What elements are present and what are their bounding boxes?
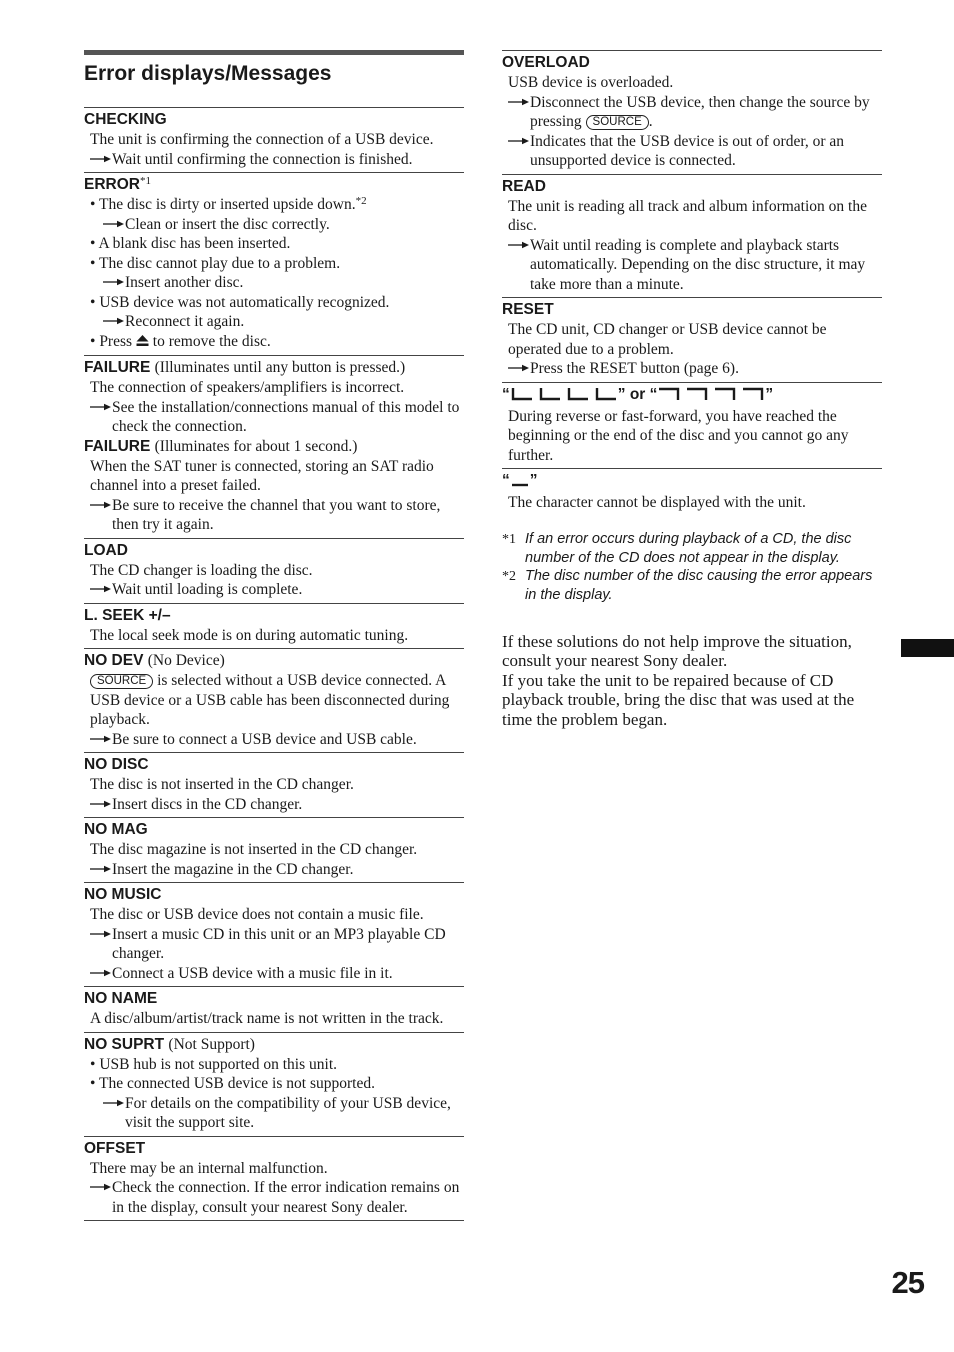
entry-heading: NO DEV (No Device) — [84, 652, 225, 669]
arrow-right-icon — [103, 312, 125, 332]
entry-heading: LOAD — [84, 541, 128, 559]
entry-remedy: Connect a USB device with a music file in it. — [84, 964, 464, 984]
entry-description: The disc magazine is not inserted in the CD changer. — [90, 841, 418, 858]
section-thumb-tab — [901, 639, 954, 657]
upper-segments-icon — [657, 387, 765, 407]
entry-remedy: Wait until reading is complete and playback starts automatically. Depending on the disc structure, it may take more than a minute. — [502, 236, 882, 295]
entry-remedy: Be sure to connect a USB device and USB cable. — [84, 730, 464, 750]
footnotes — [502, 530, 882, 604]
entry-remedy: Wait until loading is complete. — [84, 580, 464, 600]
entry-description: The disc is not inserted in the CD changer. — [90, 776, 354, 793]
arrow-right-icon — [103, 273, 125, 293]
arrow-right-icon — [90, 925, 112, 945]
entry-remedy: Insert discs in the CD changer. — [84, 795, 464, 815]
lower-segments-icon — [510, 387, 618, 407]
entry-checking — [84, 107, 464, 172]
entry-heading: FAILURE (Illuminates for about 1 second.) — [84, 437, 358, 455]
entry-description: USB device is overloaded. — [508, 74, 674, 91]
underscore-segment-icon — [510, 473, 530, 493]
entry-description: SOURCE is selected without a USB device connected. A USB device or a USB cable has been disconnected during playback. — [90, 672, 450, 728]
entry-no-mag — [84, 817, 464, 882]
entry-remedy: Disconnect the USB device, then change the source by pressing SOURCE . — [502, 93, 882, 132]
eject-icon — [136, 333, 149, 353]
entry-heading: L. SEEK +/– — [84, 606, 171, 624]
entry-overload — [502, 50, 882, 174]
entry-heading: OVERLOAD — [502, 54, 590, 71]
entry-l-seek — [84, 603, 464, 649]
arrow-right-icon — [90, 1178, 112, 1198]
entry-remedy: Check the connection. If the error indication remains on in the display, consult your nearest Sony dealer. — [84, 1178, 464, 1217]
arrow-right-icon — [90, 964, 112, 984]
entry-heading: FAILURE (Illuminates until any button is pressed.) — [84, 359, 406, 376]
closing-paragraph: If you take the unit to be repaired because of CD playback trouble, bring the disc that was used at the time the problem began. — [502, 670, 855, 729]
arrow-right-icon — [90, 398, 112, 418]
entry-segment-indicators — [502, 382, 882, 469]
entry-description: The CD changer is loading the disc. — [90, 561, 313, 579]
entry-bullet: • The connected USB device is not supported. — [90, 1075, 375, 1092]
entry-remedy: Wait until confirming the connection is finished. — [84, 150, 464, 170]
entry-no-disc — [84, 752, 464, 817]
arrow-right-icon — [508, 93, 530, 113]
entry-description: The disc or USB device does not contain a music file. — [90, 906, 424, 923]
entry-description: The unit is confirming the connection of a USB device. — [90, 131, 434, 148]
entry-remedy: Reconnect it again. — [84, 312, 464, 332]
entry-bullet: • USB device was not automatically recognized. — [90, 293, 390, 311]
entry-bullet: • The disc cannot play due to a problem. — [90, 254, 341, 272]
entry-heading: OFFSET — [84, 1139, 146, 1157]
arrow-right-icon — [103, 215, 125, 235]
arrow-right-icon — [90, 496, 112, 516]
arrow-right-icon — [508, 359, 530, 379]
entry-heading: READ — [502, 177, 546, 195]
entry-description: The character cannot be displayed with the unit. — [508, 494, 806, 511]
entry-heading: “ ” or “ ” — [502, 385, 882, 407]
footnote: *2 The disc number of the disc causing the error appears in the display. — [502, 567, 873, 603]
entry-remedy: Insert another disc. — [84, 273, 464, 293]
arrow-right-icon — [90, 580, 112, 600]
entry-heading: ERROR$^{*1}$ — [84, 175, 151, 193]
entry-no-suprt — [84, 1032, 464, 1136]
entry-description: There may be an internal malfunction. — [90, 1159, 328, 1177]
entry-bullet: • A blank disc has been inserted. — [90, 235, 291, 252]
entry-description: The CD unit, CD changer or USB device cannot be operated due to a problem. — [508, 321, 827, 358]
entry-heading: NO MUSIC — [84, 886, 162, 903]
entry-remedy: Insert a music CD in this unit or an MP3 playable CD changer. — [84, 925, 464, 964]
title-rule — [84, 50, 464, 55]
entry-remedy: Insert the magazine in the CD changer. — [84, 860, 464, 880]
closing-paragraph: If these solutions do not help improve the situation, consult your nearest Sony dealer. — [502, 631, 852, 670]
entry-no-name — [84, 986, 464, 1032]
page-title: Error displays/Messages — [84, 62, 332, 85]
entry-bullet: • The disc is dirty or inserted upside down.$^{*2}$ — [90, 195, 367, 213]
entry-remedy: Indicates that the USB device is out of order, or an unsupported device is connected. — [502, 132, 882, 171]
entry-description: The connection of speakers/amplifiers is incorrect. — [90, 379, 405, 396]
arrow-right-icon — [508, 236, 530, 256]
entry-reset — [502, 297, 882, 382]
entry-remedy: Clean or insert the disc correctly. — [84, 215, 464, 235]
entry-remedy: See the installation/connections manual of this model to check the connection. — [84, 398, 464, 437]
arrow-right-icon — [90, 150, 112, 170]
arrow-right-icon — [90, 795, 112, 815]
arrow-right-icon — [508, 132, 530, 152]
closing-notes — [502, 632, 882, 730]
entry-bullet: • Press to remove the disc. — [84, 332, 464, 353]
entry-description: During reverse or fast-forward, you have reached the beginning or the end of the disc and you cannot go any further. — [508, 407, 849, 464]
entry-remedy: For details on the compatibility of your USB device, visit the support site. — [84, 1094, 464, 1133]
entry-heading: NO NAME — [84, 990, 158, 1007]
arrow-right-icon — [90, 860, 112, 880]
arrow-right-icon — [103, 1094, 125, 1114]
footnote: *1 If an error occurs during playback of a CD, the disc number of the CD does not appear in the display. — [502, 530, 852, 566]
entry-load — [84, 538, 464, 603]
entry-remedy: Press the RESET button (page 6). — [502, 359, 882, 379]
entry-description: The local seek mode is on during automatic tuning. — [90, 626, 409, 644]
footnote-ref: *1 — [139, 175, 151, 187]
entry-heading: RESET — [502, 301, 554, 318]
entry-remedy: Be sure to receive the channel that you want to store, then try it again. — [84, 496, 464, 535]
entry-read — [502, 174, 882, 298]
left-column — [84, 50, 464, 1221]
entry-error — [84, 172, 464, 355]
page-number: 25 — [891, 1265, 924, 1300]
right-column — [502, 50, 882, 729]
source-button-glyph: SOURCE — [90, 674, 153, 689]
entry-heading: NO DISC — [84, 756, 149, 773]
entry-heading: CHECKING — [84, 111, 167, 128]
entry-failure — [84, 355, 464, 538]
entry-heading: NO MAG — [84, 821, 148, 838]
entry-description: The unit is reading all track and album information on the disc. — [508, 197, 867, 234]
entry-description: When the SAT tuner is connected, storing an SAT radio channel into a preset failed. — [90, 457, 434, 494]
entry-no-dev — [84, 648, 464, 752]
footnote-ref: *2 — [355, 195, 367, 207]
source-button-glyph: SOURCE — [586, 115, 649, 130]
entry-heading: NO SUPRT (Not Support) — [84, 1035, 255, 1053]
entry-no-music — [84, 882, 464, 986]
entry-offset — [84, 1136, 464, 1222]
entry-heading: “ ” — [502, 471, 882, 493]
entry-bullet: • USB hub is not supported on this unit. — [90, 1055, 337, 1073]
entry-description: A disc/album/artist/track name is not written in the track. — [90, 1010, 444, 1027]
arrow-right-icon — [90, 730, 112, 750]
entry-underscore — [502, 468, 882, 516]
